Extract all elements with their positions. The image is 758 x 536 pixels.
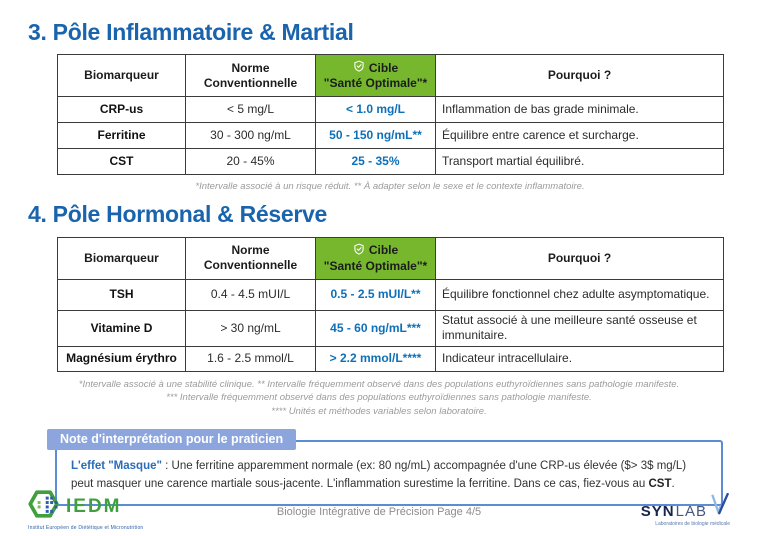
iedm-wordmark: IEDM [66,495,122,517]
header-cible [316,55,436,97]
cell-norme: < 5 mg/L [186,97,316,123]
section-3-footnote: *Intervalle associé à un risque réduit. ** À adapter selon le sexe et le contexte inflammatoire. [195,181,585,193]
footnote-line: **** Unités et méthodes variables selon laboratoire. [271,406,487,418]
header-norme-line2: Conventionnelle [203,75,298,90]
iedm-tagline: Institut Européen de Diététique et Micronutrition [28,525,144,531]
header-cible [316,237,436,279]
cell-cible: 25 - 35% [316,149,436,175]
cell-pourquoi: Statut associé à une meilleure santé osseuse et immunitaire. [436,310,724,346]
table-row [58,97,724,123]
footnote-line: *Intervalle associé à une stabilité clinique. ** Intervalle fréquemment observé dans des populations euthyroïdiennes sans pathologie manifeste. [78,378,680,390]
section-3-title: 3. Pôle Inflammatoire & Martial [28,19,354,45]
synlab-wordmark-lab: LAB [675,503,707,520]
header-norme [186,55,316,97]
note-cst-text: CST [648,477,672,490]
header-biomarker: Biomarqueur [58,237,186,279]
synlab-tagline: Laboratoires de biologie médicale [655,521,730,527]
cell-cible: 50 - 150 ng/mL** [316,123,436,149]
table-header-row [58,55,724,97]
cell-cible: 45 - 60 ng/mL*** [316,310,436,346]
table-row [58,279,724,310]
header-pourquoi: Pourquoi ? [436,237,724,279]
cell-cible: > 2.2 mmol/L**** [316,346,436,371]
cell-biomarker: Ferritine [58,123,186,149]
section-4-title: 4. Pôle Hormonal & Réserve [28,201,327,228]
table-row [58,123,724,149]
hexagon-pixel-grid-icon [28,489,62,524]
cell-cible: < 1.0 mg/L [316,97,436,123]
header-cible-line1: Cible [368,243,399,258]
header-norme-line1: Norme [231,243,270,258]
cell-pourquoi: Équilibre fonctionnel chez adulte asymptomatique. [436,279,724,310]
synlab-logo [641,493,730,527]
iedm-logo [28,489,143,531]
cell-pourquoi: Inflammation de bas grade minimale. [436,97,724,123]
footer-page-label: Biologie Intégrative de Précision Page 4/5 [276,506,482,518]
table-row [58,149,724,175]
cell-biomarker: Vitamine D [58,310,186,346]
hormonal-reserve-table [57,237,724,372]
cell-norme: 0.4 - 4.5 mUI/L [186,279,316,310]
cell-cible: 0.5 - 2.5 mUI/L** [316,279,436,310]
shield-check-icon [353,60,365,76]
note-lead-text: L'effet "Masque" [71,459,162,472]
footnote-line: *** Intervalle fréquemment observé dans des populations euthyroïdiennes sans pathologie manifeste. [166,392,592,404]
cell-biomarker: Magnésium érythro [58,346,186,371]
inflammatory-martial-table [57,54,724,175]
synlab-wordmark-syn: SYN [640,503,675,520]
table-header-row [58,237,724,279]
header-norme [186,237,316,279]
shield-check-icon [353,243,365,259]
header-cible-line2: "Santé Optimale"* [323,258,428,273]
cell-norme: 1.6 - 2.5 mmol/L [186,346,316,371]
section-4-footnotes [0,378,758,419]
header-norme-line2: Conventionnelle [203,258,298,273]
header-biomarker: Biomarqueur [58,55,186,97]
cell-biomarker: CRP-us [58,97,186,123]
cell-pourquoi: Transport martial équilibré. [436,149,724,175]
header-cible-line2: "Santé Optimale"* [323,76,428,91]
cell-norme: > 30 ng/mL [186,310,316,346]
cell-norme: 20 - 45% [186,149,316,175]
header-cible-line1: Cible [368,60,399,75]
header-norme-line1: Norme [231,60,270,75]
note-main-text: : Une ferritine apparemment normale (ex: 80 ng/mL) accompagnée d'une CRP-us élevée ($> 3$ mg/L) peut masquer une carence martiale sous-jacente. L'inflammation surestime la ferritine. Dans ce cas, fiez-vous au [71,459,687,490]
note-title-badge: Note d'interprétation pour le praticien [47,429,296,450]
cell-biomarker: CST [58,149,186,175]
cell-pourquoi: Équilibre entre carence et surcharge. [436,123,724,149]
cell-pourquoi: Indicateur intracellulaire. [436,346,724,371]
cell-norme: 30 - 300 ng/mL [186,123,316,149]
note-period: . [671,477,675,490]
table-row [58,310,724,346]
cell-biomarker: TSH [58,279,186,310]
table-row [58,346,724,371]
header-pourquoi: Pourquoi ? [436,55,724,97]
synlab-v-icon [710,493,730,520]
page-footer [0,488,758,532]
